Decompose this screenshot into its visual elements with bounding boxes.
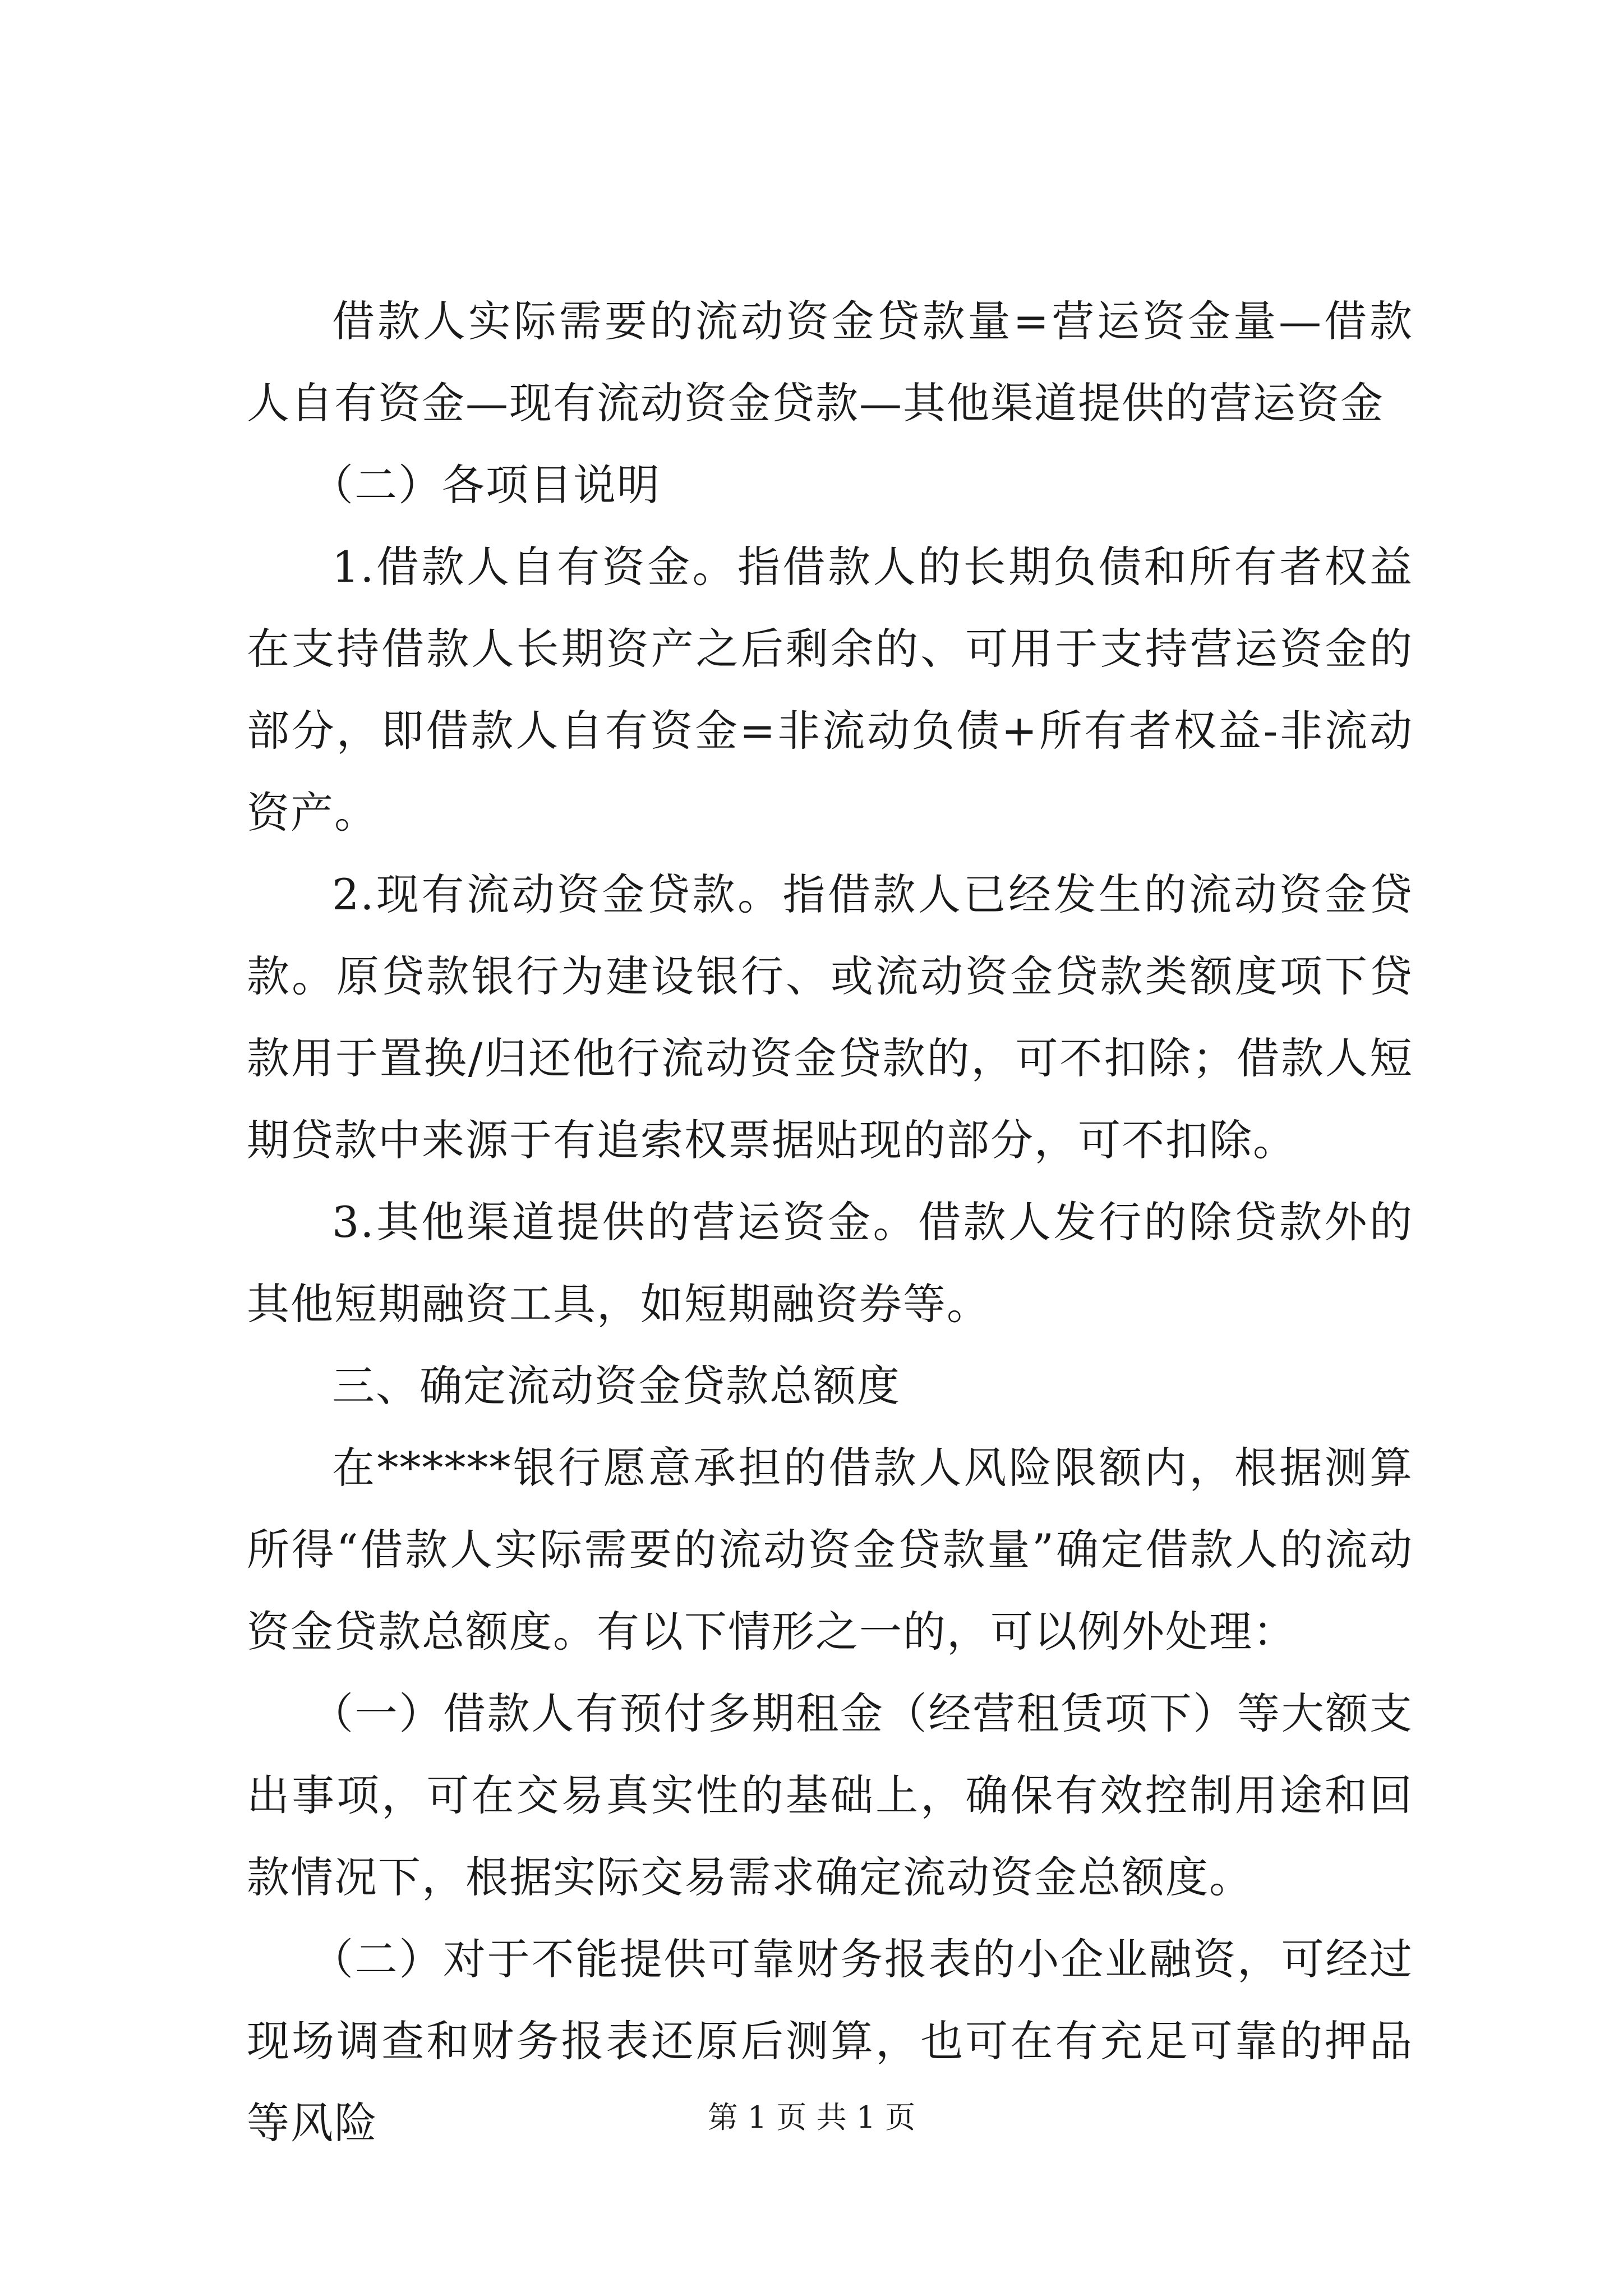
section-heading-item-notes: （二）各项目说明 — [311, 460, 661, 510]
page-footer: 第 1 页 共 1 页 — [707, 2100, 916, 2135]
paragraph-existing-loans: 2.现有流动资金贷款。指借款人已经发生的流动资金贷款。原贷款银行为建设银行、或流动资金贷款类额度项下贷款用于置换/归还他行流动资金贷款的，可不扣除；借款人短期贷款中来源于有追索权票据贴现的部分，可不扣除。 — [247, 869, 1413, 1165]
document-body — [247, 280, 1413, 2164]
paragraph-exception-1: （一）借款人有预付多期租金（经营租赁项下）等大额支出事项，可在交易真实性的基础上，确保有效控制用途和回款情况下，根据实际交易需求确定流动资金总额度。 — [247, 1688, 1413, 1902]
paragraph-total-amount: 在******银行愿意承担的借款人风险限额内，根据测算所得“借款人实际需要的流动资金贷款量”确定借款人的流动资金贷款总额度。有以下情形之一的，可以例外处理： — [247, 1443, 1413, 1657]
paragraph-other-channels: 3.其他渠道提供的营运资金。借款人发行的除贷款外的其他短期融资工具，如短期融资券等。 — [247, 1197, 1413, 1329]
paragraph-exception-2: （二）对于不能提供可靠财务报表的小企业融资，可经过现场调查和财务报表还原后测算，也可在有充足可靠的押品等风险 — [247, 1934, 1413, 2148]
paragraph-formula: 借款人实际需要的流动资金贷款量=营运资金量—借款人自有资金—现有流动资金贷款—其他渠道提供的营运资金 — [247, 296, 1413, 428]
paragraph-own-funds: 1.借款人自有资金。指借款人的长期负债和所有者权益在支持借款人长期资产之后剩余的、可用于支持营运资金的部分，即借款人自有资金=非流动负债+所有者权益-非流动资产。 — [247, 542, 1413, 838]
section-heading-total-amount: 三、确定流动资金贷款总额度 — [332, 1361, 901, 1411]
